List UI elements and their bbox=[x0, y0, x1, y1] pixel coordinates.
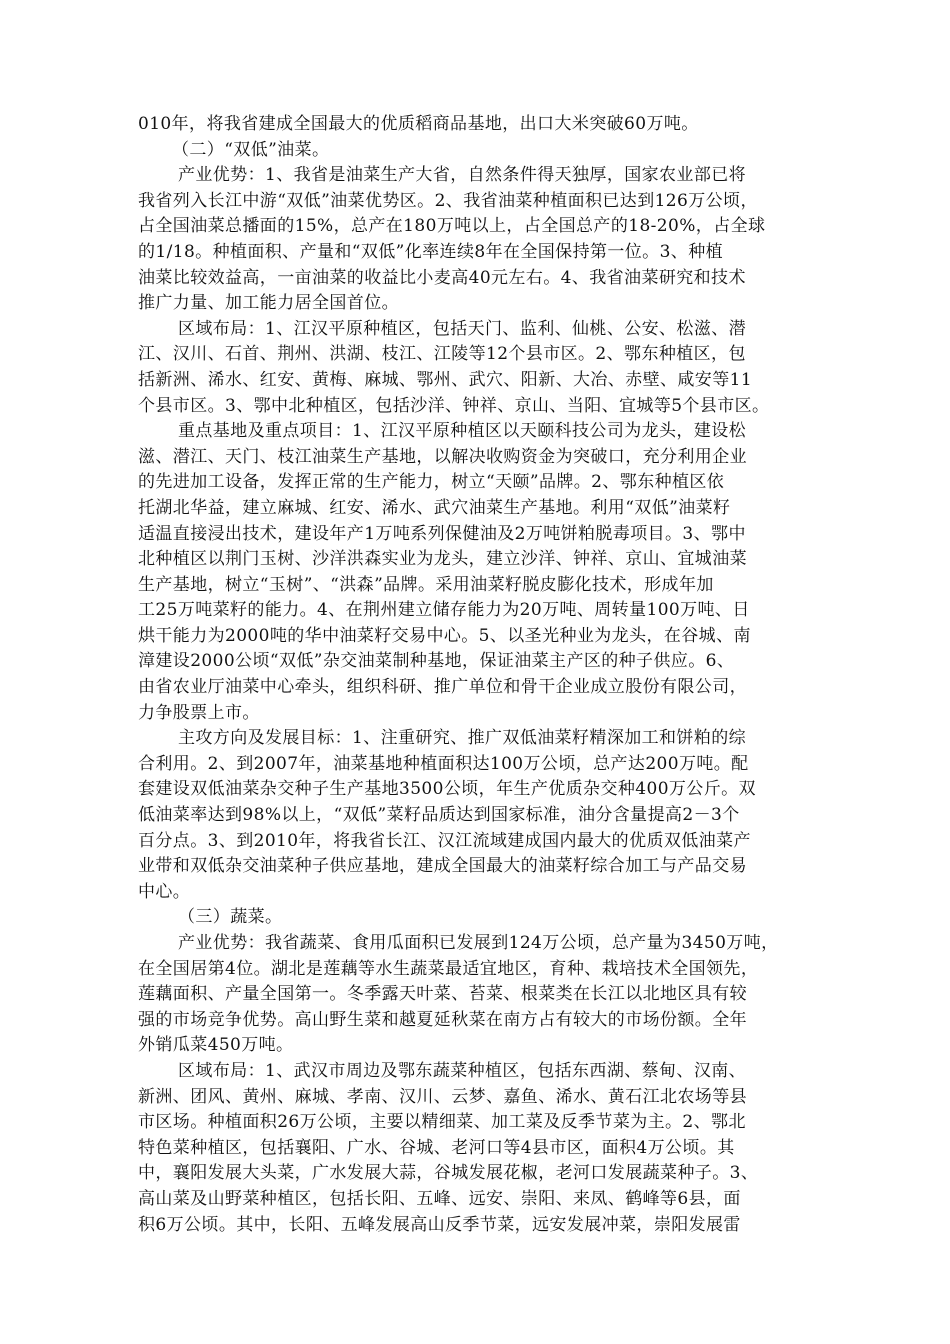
text-line: 特色菜种植区，包括襄阳、广水、谷城、老河口等4县市区，面积4万公顷。其 bbox=[138, 1137, 735, 1158]
text-line: 低油菜率达到98%以上，“双低”菜籽品质达到国家标准，油分含量提高2－3个 bbox=[138, 805, 740, 826]
text-line: 占全国油菜总播面的15%，总产在180万吨以上，占全国总产的18-20%，占全球 bbox=[138, 216, 766, 237]
text-line: 的先进加工设备，发挥正常的生产能力，树立“天颐”品牌。2、鄂东种植区依 bbox=[138, 472, 725, 493]
text-line: 业带和双低杂交油菜种子供应基地，建成全国最大的油菜籽综合加工与产品交易 bbox=[138, 856, 747, 877]
text-line: 中心。 bbox=[138, 881, 191, 902]
text-line: 重点基地及重点项目：1、江汉平原种植区以天颐科技公司为龙头，建设松 bbox=[178, 421, 747, 442]
text-line: 力争股票上市。 bbox=[138, 702, 260, 723]
text-line: 主攻方向及发展目标：1、注重研究、推广双低油菜籽精深加工和饼粕的综 bbox=[178, 728, 747, 749]
text-line: 适温直接浸出技术，建设年产1万吨系列保健油及2万吨饼粕脱毒项目。3、鄂中 bbox=[138, 523, 746, 544]
text-line: 的1/18。种植面积、产量和“双低”化率连续8年在全国保持第一位。3、种植 bbox=[138, 241, 723, 262]
text-line: 积6万公顷。其中，长阳、五峰发展高山反季节菜，远安发展冲菜，崇阳发展雷 bbox=[138, 1214, 741, 1235]
text-line: 托湖北华益，建立麻城、红安、浠水、武穴油菜生产基地。利用“双低”油菜籽 bbox=[138, 497, 731, 518]
text-line: 中，襄阳发展大头菜，广水发展大蒜，谷城发展花椒，老河口发展蔬菜种子。3、 bbox=[138, 1163, 759, 1184]
text-line: 010年，将我省建成全国最大的优质稻商品基地，出口大米突破60万吨。 bbox=[138, 114, 699, 134]
text-line: 套建设双低油菜杂交种子生产基地3500公顷，年生产优质杂交种400万公斤。双 bbox=[138, 779, 756, 800]
text-line: 高山菜及山野菜种植区，包括长阳、五峰、远安、崇阳、来凤、鹤峰等6县，面 bbox=[138, 1188, 741, 1209]
text-line: 产业优势：1、我省是油菜生产大省，自然条件得天独厚，国家农业部已将 bbox=[178, 165, 747, 186]
text-line: 个县市区。3、鄂中北种植区，包括沙洋、钟祥、京山、当阳、宜城等5个县市区。 bbox=[138, 395, 770, 416]
section-heading-line: （三）蔬菜。 bbox=[178, 907, 283, 928]
text-line: 生产基地，树立“玉树”、“洪森”品牌。采用油菜籽脱皮膨化技术，形成年加 bbox=[138, 574, 714, 595]
text-line: 漳建设2000公顷“双低”杂交油菜制种基地，保证油菜主产区的种子供应。6、 bbox=[138, 651, 735, 672]
text-line: 滋、潜江、天门、枝江油菜生产基地，以解决收购资金为突破口，充分利用企业 bbox=[138, 446, 747, 467]
section-heading-line: （二）“双低”油菜。 bbox=[172, 139, 330, 160]
text-line: 产业优势：我省蔬菜、食用瓜面积已发展到124万公顷，总产量为3450万吨， bbox=[178, 933, 779, 953]
text-line: 油菜比较效益高，一亩油菜的收益比小麦高40元左右。4、我省油菜研究和技术 bbox=[138, 267, 746, 288]
text-line: 合利用。2、到2007年，油菜基地种植面积达100万公顷，总产达200万吨。配 bbox=[138, 753, 749, 774]
text-line: 括新洲、浠水、红安、黄梅、麻城、鄂州、武穴、阳新、大冶、赤壁、咸安等11 bbox=[138, 369, 753, 390]
text-line: 由省农业厅油菜中心牵头，组织科研、推广单位和骨干企业成立股份有限公司， bbox=[138, 677, 747, 698]
text-line: 在全国居第4位。湖北是莲藕等水生蔬菜最适宜地区，育种、栽培技术全国领先， bbox=[138, 958, 759, 979]
text-line: 北种植区以荆门玉树、沙洋洪森实业为龙头，建立沙洋、钟祥、京山、宜城油菜 bbox=[138, 549, 747, 570]
text-line: 江、汉川、石首、荆州、洪湖、枝江、江陵等12个县市区。2、鄂东种植区，包 bbox=[138, 344, 746, 365]
text-line: 外销瓜菜450万吨。 bbox=[138, 1035, 294, 1056]
text-line: 烘干能力为2000吨的华中油菜籽交易中心。5、以圣光种业为龙头，在谷城、南 bbox=[138, 625, 751, 646]
text-line: 莲藕面积、产量全国第一。冬季露天叶菜、苔菜、根菜类在长江以北地区具有较 bbox=[138, 984, 747, 1005]
text-line: 强的市场竞争优势。高山野生菜和越夏延秋菜在南方占有较大的市场份额。全年 bbox=[138, 1009, 747, 1030]
text-line: 新洲、团风、黄州、麻城、孝南、汉川、云梦、嘉鱼、浠水、黄石江北农场等县 bbox=[138, 1086, 747, 1107]
text-line: 我省列入长江中游“双低”油菜优势区。2、我省油菜种植面积已达到126万公顷， bbox=[138, 190, 758, 211]
text-line: 区域布局：1、江汉平原种植区，包括天门、监利、仙桃、公安、松滋、潜 bbox=[178, 318, 747, 339]
text-line: 推广力量、加工能力居全国首位。 bbox=[138, 293, 399, 314]
text-line: 工25万吨菜籽的能力。4、在荆州建立储存能力为20万吨、周转量100万吨、日 bbox=[138, 600, 750, 621]
text-line: 百分点。3、到2010年，将我省长江、汉江流域建成国内最大的优质双低油菜产 bbox=[138, 830, 751, 851]
text-line: 市区场。种植面积26万公顷，主要以精细菜、加工菜及反季节菜为主。2、鄂北 bbox=[138, 1112, 746, 1133]
text-line: 区域布局：1、武汉市周边及鄂东蔬菜种植区，包括东西湖、蔡甸、汉南、 bbox=[178, 1060, 747, 1081]
document-page bbox=[138, 112, 818, 1238]
